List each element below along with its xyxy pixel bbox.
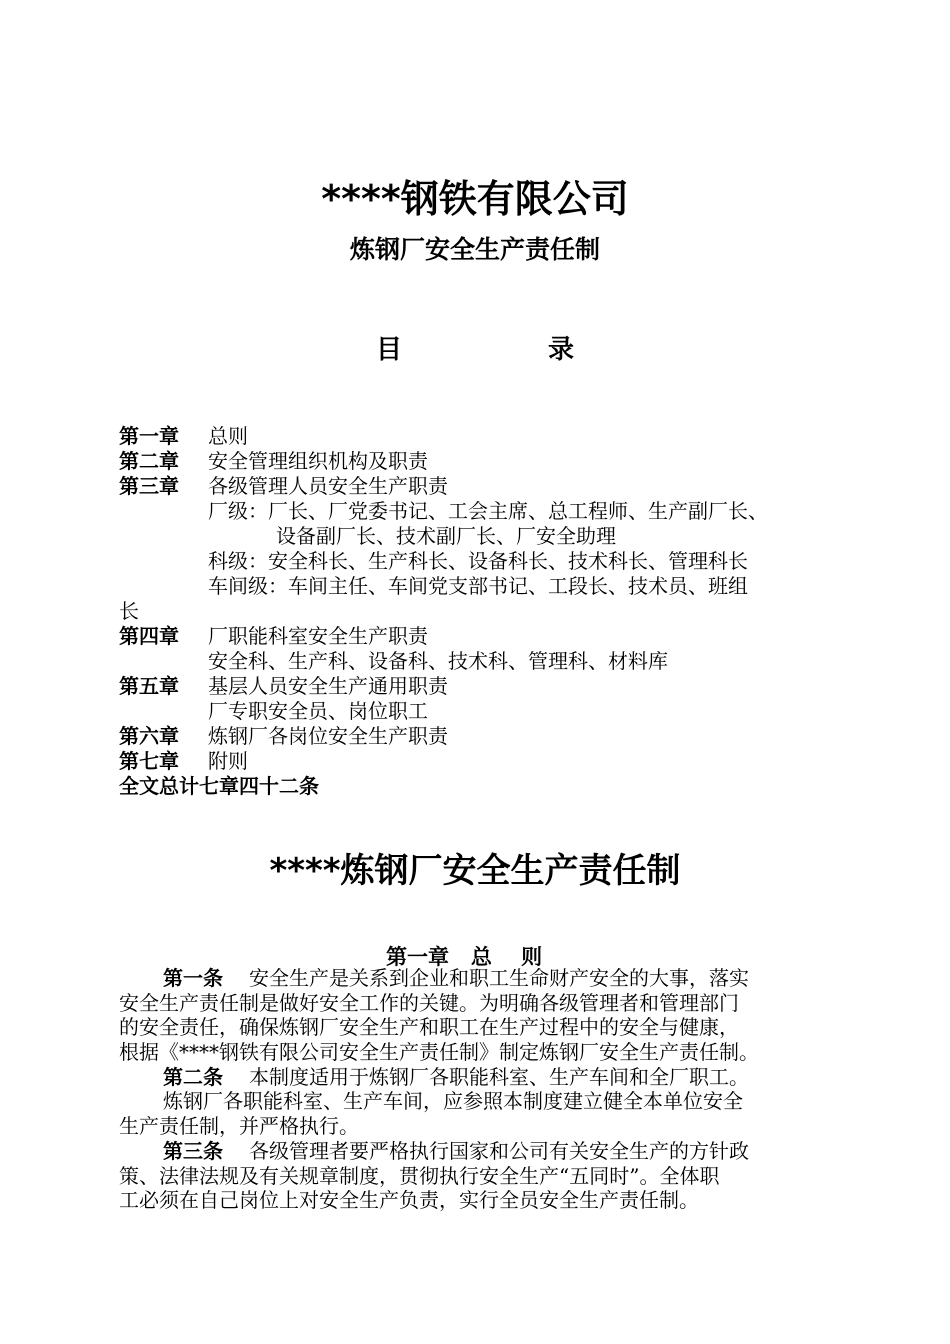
toc-subentry [119,649,859,674]
toc-chapter-number: 第六章 [119,724,179,748]
document-subtitle: 炼钢厂安全生产责任制 [349,235,600,264]
body-text [119,966,839,1213]
article-label: 第三条 [163,1138,223,1163]
company-title: ****钢铁有限公司 [321,177,629,221]
toc-subentry-text: 长 [119,599,139,623]
toc-subentry-text: 厂专职安全员、岗位职工 [208,699,428,723]
toc-entry-chapter-4 [119,624,859,649]
toc-subentry [119,699,859,724]
article-3-line [119,1139,839,1164]
toc-chapter-number: 第五章 [119,674,179,698]
article-text: 本制度适用于炼钢厂各职能科室、生产车间和全厂职工。 [249,1064,749,1089]
toc-subentry [119,524,859,549]
toc-subentry-text: 厂级：厂长、厂党委书记、工会主席、总工程师、生产副厂长、 [208,499,768,523]
toc-subentry [119,574,859,599]
table-of-contents [119,424,859,799]
toc-subentry-text: 车间级：车间主任、车间党支部书记、工段长、技术员、班组 [208,574,748,598]
toc-chapter-number: 第七章 [119,749,179,773]
toc-entry-chapter-2 [119,449,859,474]
toc-chapter-number: 第一章 [119,424,179,448]
toc-chapter-name: 基层人员安全生产通用职责 [208,674,448,698]
toc-chapter-number: 第四章 [119,624,179,648]
toc-total-text: 全文总计七章四十二条 [119,774,319,798]
article-1-line [119,966,839,991]
toc-chapter-name: 炼钢厂各岗位安全生产职责 [208,724,448,748]
toc-entry-chapter-5 [119,674,859,699]
article-3-line: 策、法律法规及有关规章制度，贯彻执行安全生产“五同时”。全体职 [119,1163,720,1188]
article-1-line: 根据《****钢铁有限公司安全生产责任制》制定炼钢厂安全生产责任制。 [119,1040,759,1065]
toc-subentry-text: 设备副厂长、技术副厂长、厂安全助理 [276,524,616,548]
toc-chapter-number: 第三章 [119,474,179,498]
toc-subentry [119,499,859,524]
article-2-line [119,1065,839,1090]
toc-chapter-name: 总则 [208,424,248,448]
toc-subentry [119,549,859,574]
article-label: 第二条 [163,1064,223,1089]
toc-entry-chapter-3 [119,474,859,499]
article-3-line: 工必须在自己岗位上对安全生产负责，实行全员安全生产责任制。 [119,1188,699,1213]
toc-chapter-name: 各级管理人员安全生产职责 [208,474,448,498]
toc-subentry-text: 安全科、生产科、设备科、技术科、管理科、材料库 [208,649,668,673]
article-label: 第一条 [163,966,223,990]
main-title: ****炼钢厂安全生产责任制 [269,851,681,891]
toc-chapter-name: 安全管理组织机构及职责 [208,449,428,473]
article-2-line: 炼钢厂各职能科室、生产车间，应参照本制度建立健全本单位安全 [163,1089,743,1114]
chapter-1-heading: 第一章 总 则 [386,945,543,969]
article-1-line: 安全生产责任制是做好安全工作的关键。为明确各级管理者和管理部门 [119,990,739,1015]
toc-subentry-text: 科级：安全科长、生产科长、设备科长、技术科长、管理科长 [208,549,748,573]
toc-entry-chapter-6 [119,724,859,749]
toc-chapter-name: 附则 [208,749,248,773]
toc-total [119,774,859,799]
article-1-line: 的安全责任，确保炼钢厂安全生产和职工在生产过程中的安全与健康， [119,1015,739,1040]
toc-heading-part2: 录 [548,335,575,365]
article-text: 安全生产是关系到企业和职工生命财产安全的大事，落实 [249,966,749,990]
toc-entry-chapter-7 [119,749,859,774]
toc-heading-part1: 目 [376,335,403,365]
toc-subentry [119,599,859,624]
toc-entry-chapter-1 [119,424,859,449]
article-2-line: 生产责任制，并严格执行。 [119,1114,359,1139]
toc-chapter-number: 第二章 [119,449,179,473]
article-text: 各级管理者要严格执行国家和公司有关安全生产的方针政 [249,1138,749,1163]
toc-chapter-name: 厂职能科室安全生产职责 [208,624,428,648]
